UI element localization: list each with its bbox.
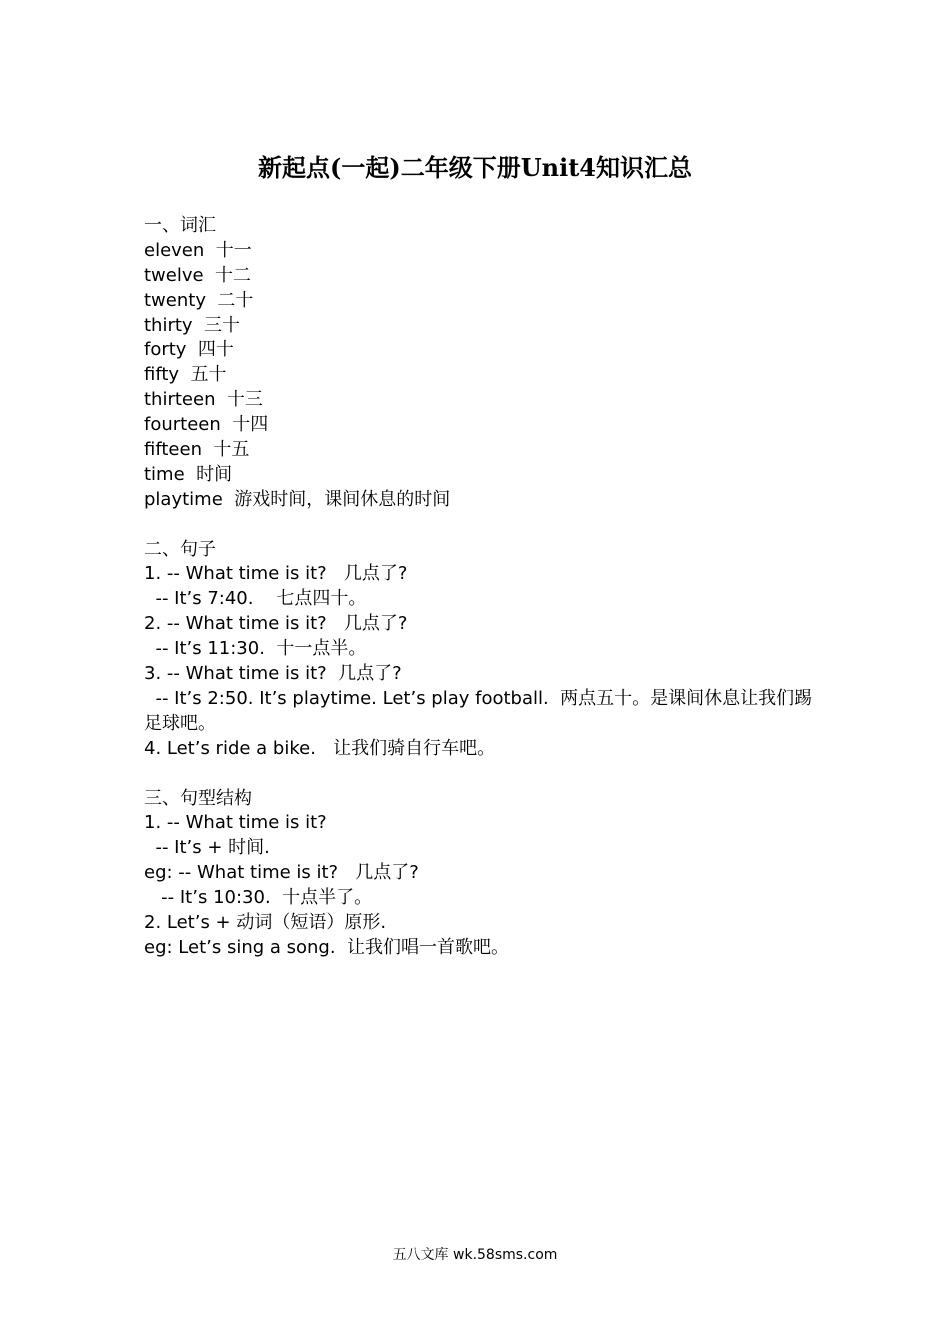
section-heading-vocab: 一、词汇: [144, 215, 216, 236]
document-title: 新起点(一起)二年级下册Unit4知识汇总: [258, 153, 692, 182]
section-heading-structures: 三、句型结构: [144, 787, 252, 809]
vocab-item: forty 四十: [144, 339, 234, 361]
vocab-item: fifty 五十: [144, 364, 227, 386]
structure-line: -- It’s + 时间.: [144, 837, 270, 859]
sentence-line: -- It’s 11:30. 十一点半。: [144, 638, 367, 660]
structure-line: -- It’s 10:30. 十点半了。: [144, 887, 373, 909]
spacer: [144, 513, 824, 538]
vocab-item: fifteen 十五: [144, 439, 250, 461]
document-body: [144, 214, 824, 961]
vocab-item: time 时间: [144, 463, 233, 485]
structure-line: 1. -- What time is it?: [144, 812, 327, 834]
page-footer: 五八文库 wk.58sms.com: [392, 1247, 558, 1263]
spacer: [144, 762, 824, 787]
vocab-item: thirteen 十三: [144, 389, 263, 411]
vocab-item: eleven 十一: [144, 239, 252, 261]
structure-line: 2. Let’s + 动词（短语）原形.: [144, 911, 387, 933]
vocab-item: twenty 二十: [144, 289, 254, 311]
vocab-item: fourteen 十四: [144, 414, 269, 436]
sentence-line: -- It’s 7:40. 七点四十。: [144, 588, 367, 610]
structure-line: eg: Let’s sing a song. 让我们唱一首歌吧。: [144, 936, 510, 958]
sentence-line: 4. Let’s ride a bike. 让我们骑自行车吧。: [144, 737, 496, 759]
vocab-item: thirty 三十: [144, 314, 241, 336]
vocab-item: twelve 十二: [144, 264, 252, 286]
section-heading-sentences: 二、句子: [144, 538, 216, 560]
sentence-line: 3. -- What time is it? 几点了?: [144, 663, 402, 685]
sentence-line: -- It’s 2:50. It’s playtime. Let’s play football. 两点五十。是课间休息让我们踢足球吧。: [144, 687, 813, 734]
sentence-line: 1. -- What time is it? 几点了?: [144, 563, 408, 585]
structure-line: eg: -- What time is it? 几点了?: [144, 862, 419, 884]
sentence-line: 2. -- What time is it? 几点了?: [144, 613, 408, 635]
vocab-item: playtime 游戏时间，课间休息的时间: [144, 488, 451, 510]
